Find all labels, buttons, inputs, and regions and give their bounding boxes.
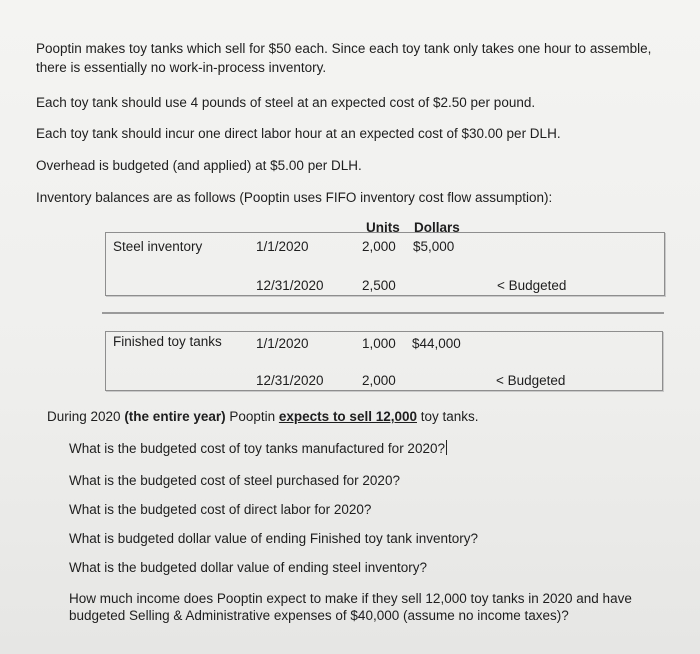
- inventory-heading: Inventory balances are as follows (Pooptin uses FIFO inventory cost flow assumption):: [36, 190, 553, 205]
- steel-dollars-start: $5,000: [413, 239, 455, 254]
- question-steel-purchased: What is the budgeted cost of steel purchased for 2020?: [69, 473, 400, 488]
- sales-quantity: expects to sell 12,000: [278, 409, 417, 424]
- text-cursor: [446, 440, 447, 455]
- sales-expectation: [47, 408, 479, 425]
- steel-budgeted-note: < Budgeted: [497, 278, 567, 293]
- question-ending-finished: What is budgeted dollar value of ending Finished toy tank inventory?: [69, 531, 479, 546]
- question-income-line-1: How much income does Pooptin expect to make if they sell 12,000 toy tanks in 2020 and have: [69, 591, 632, 606]
- finished-dollars-start: $44,000: [412, 336, 461, 351]
- question-direct-labor: What is the budgeted cost of direct labor for 2020?: [69, 502, 372, 517]
- steel-assumption: Each toy tank should use 4 pounds of steel at an expected cost of $2.50 per pound.: [36, 95, 536, 110]
- section-divider: [102, 312, 664, 314]
- steel-units-end: 2,500: [362, 278, 396, 293]
- overhead-assumption: Overhead is budgeted (and applied) at $5.00 per DLH.: [36, 158, 362, 173]
- question-income-line-2: budgeted Selling & Administrative expenses of $40,000 (assume no income taxes)?: [69, 608, 569, 623]
- sales-prefix: During 2020: [47, 409, 125, 424]
- question-cost-manufactured: [69, 440, 447, 457]
- intro-line-1: Pooptin makes toy tanks which sell for $50 each. Since each toy tank only takes one hour to assemble,: [36, 41, 652, 56]
- finished-date-end: 12/31/2020: [256, 373, 324, 388]
- sales-mid: Pooptin: [225, 409, 279, 424]
- finished-inventory-label: Finished toy tanks: [113, 334, 222, 349]
- finished-units-end: 2,000: [362, 373, 396, 388]
- finished-units-start: 1,000: [362, 336, 396, 351]
- sales-period: (the entire year): [124, 409, 226, 424]
- labor-assumption: Each toy tank should incur one direct labor hour at an expected cost of $30.00 per DLH.: [36, 126, 561, 141]
- intro-line-2: there is essentially no work-in-process inventory.: [36, 60, 327, 75]
- sales-suffix: toy tanks.: [417, 409, 479, 424]
- steel-units-start: 2,000: [362, 239, 396, 254]
- finished-budgeted-note: < Budgeted: [496, 373, 566, 388]
- question-cost-manufactured-text: What is the budgeted cost of toy tanks manufactured for 2020?: [69, 441, 445, 456]
- dollars-header: Dollars: [414, 220, 460, 235]
- question-ending-steel: What is the budgeted dollar value of ending steel inventory?: [69, 560, 427, 575]
- steel-date-start: 1/1/2020: [256, 239, 309, 254]
- steel-inventory-label: Steel inventory: [113, 239, 203, 254]
- finished-date-start: 1/1/2020: [256, 336, 309, 351]
- steel-date-end: 12/31/2020: [256, 278, 324, 293]
- units-header: Units: [366, 220, 400, 235]
